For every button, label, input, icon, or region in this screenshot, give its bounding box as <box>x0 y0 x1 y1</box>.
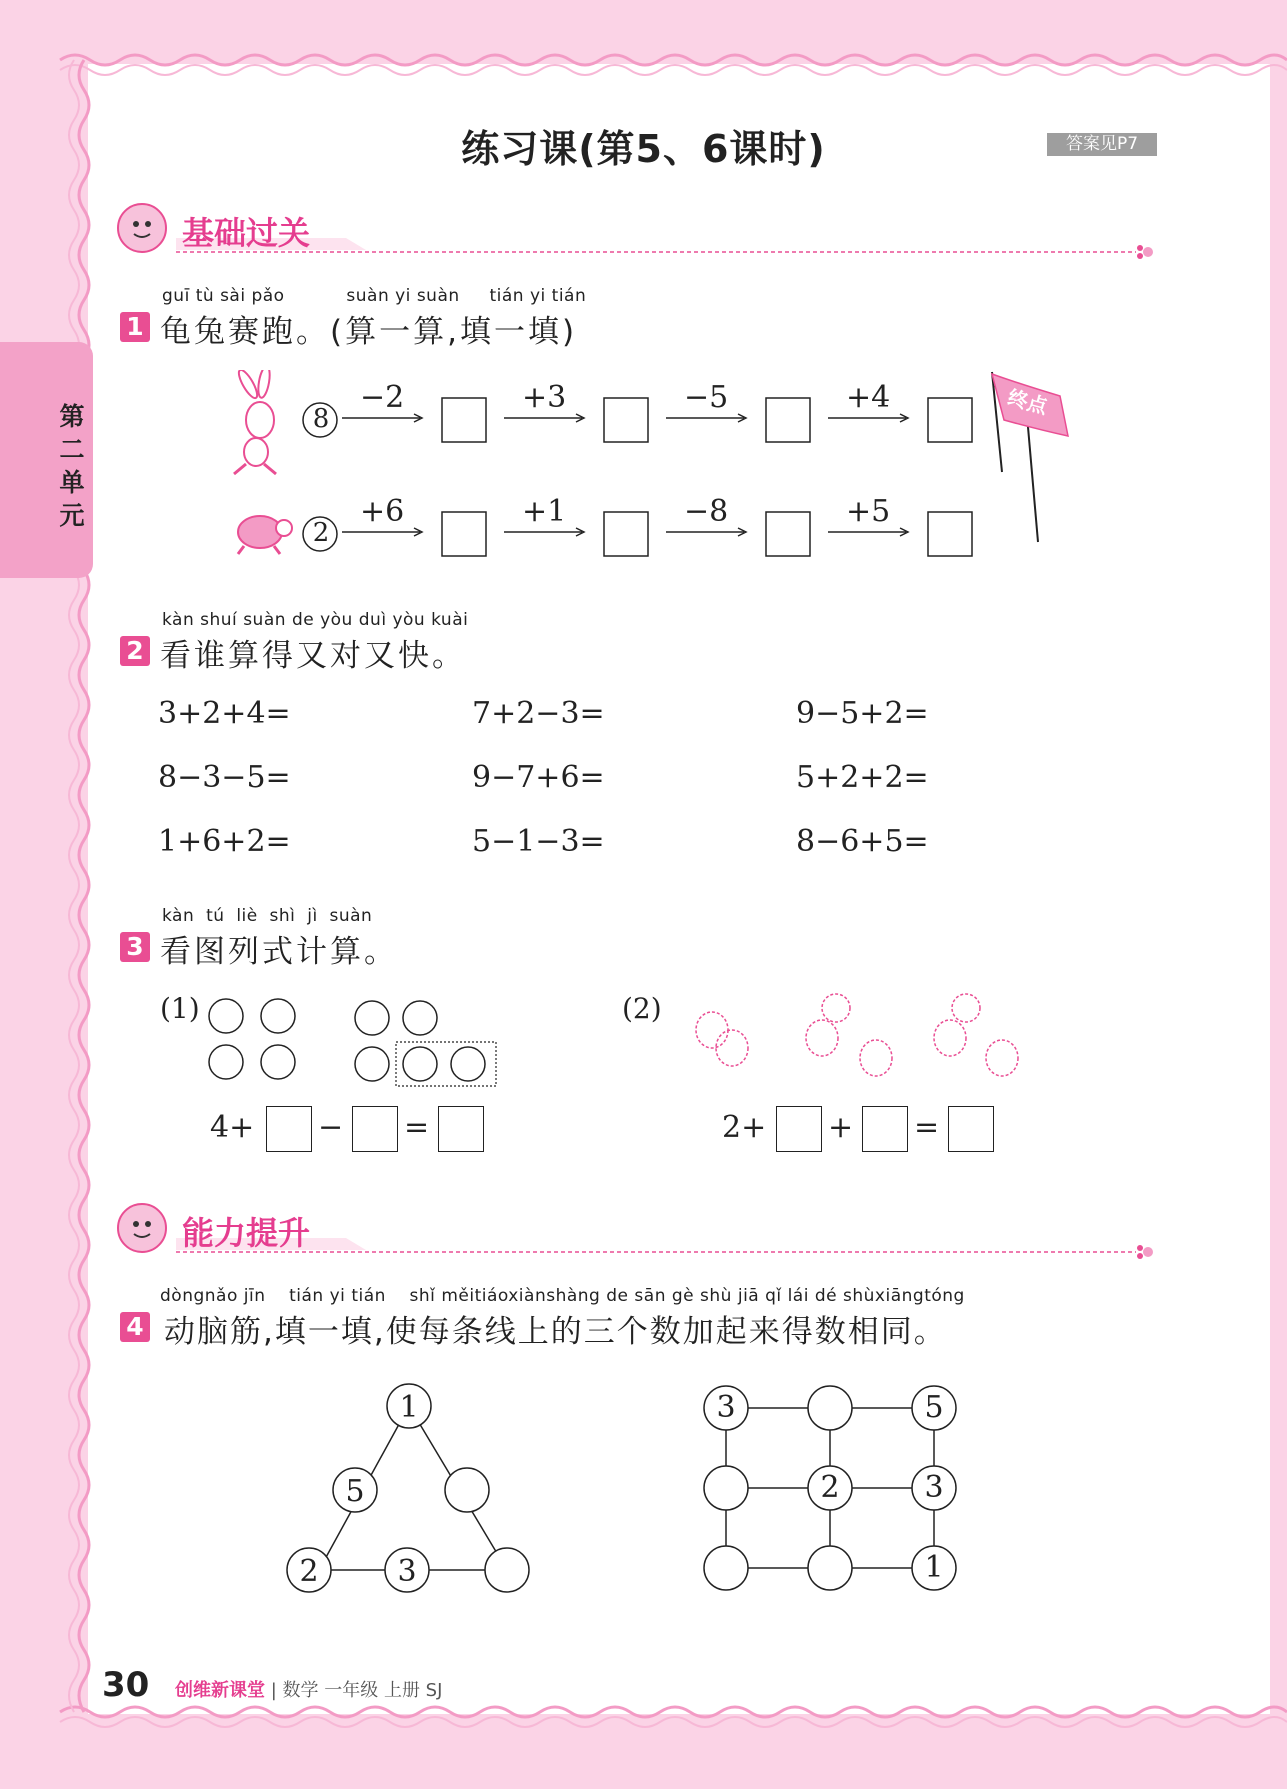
answer-box[interactable] <box>948 1106 994 1152</box>
q3-pinyin: kàn tú liè shì jì suàn <box>162 906 373 926</box>
q2-pinyin: kàn shuí suàn de yòu duì yòu kuài <box>162 610 469 630</box>
q3-part1-start: 4+ <box>210 1110 255 1145</box>
triangle-node: 2 <box>299 1554 319 1589</box>
q3-text: 看图列式计算。 <box>160 934 398 970</box>
grid-node: 5 <box>924 1390 944 1425</box>
rabbit-op-4: +4 <box>846 380 891 415</box>
rabbit-icon <box>234 370 276 474</box>
q4-pinyin: dòngnǎo jīn tián yi tián shǐ měitiáoxiànshàng de sān gè shù jiā qǐ lái dé shùxiāngtóng <box>160 1286 965 1306</box>
triangle-node: 3 <box>397 1554 417 1589</box>
answer-box[interactable] <box>438 1106 484 1152</box>
chick-icon <box>806 994 892 1076</box>
answer-box[interactable] <box>862 1106 908 1152</box>
triangle-node: 5 <box>345 1474 365 1509</box>
q2-expr: 9−7+6= <box>472 760 605 795</box>
answer-box <box>928 398 972 442</box>
grid-node: 2 <box>820 1470 840 1505</box>
turtle-op-2: +1 <box>522 494 567 529</box>
answer-reference-badge: 答案见P7 <box>1047 133 1157 156</box>
q1-pinyin: guī tù sài pǎo suàn yi suàn tián yi tián <box>162 286 587 306</box>
q1-number: 1 <box>120 312 150 342</box>
answer-box <box>604 512 648 556</box>
q4-number: 4 <box>120 1312 150 1342</box>
turtle-op-4: +5 <box>846 494 891 529</box>
answer-box[interactable] <box>352 1106 398 1152</box>
answer-box <box>928 512 972 556</box>
q2-expr: 3+2+4= <box>158 696 291 731</box>
q3-part2-label: (2) <box>622 992 662 1025</box>
q2-text: 看谁算得又对又快。 <box>160 638 466 674</box>
rabbit-op-2: +3 <box>522 380 567 415</box>
answer-box <box>766 398 810 442</box>
answer-box <box>766 512 810 556</box>
rabbit-op-1: −2 <box>360 380 405 415</box>
rabbit-start-value: 8 <box>312 404 330 434</box>
section-title-basics: 基础过关 <box>182 214 311 252</box>
q2-expr: 9−5+2= <box>796 696 929 731</box>
answer-box <box>442 512 486 556</box>
q2-expr: 1+6+2= <box>158 824 291 859</box>
boy-mascot-icon <box>118 1204 166 1252</box>
turtle-start-value: 2 <box>312 518 330 548</box>
q3-part2-chicks <box>680 990 1040 1090</box>
grid-node: 1 <box>924 1550 944 1585</box>
q3-part2-start: 2+ <box>722 1110 767 1145</box>
page-number: 30 <box>102 1665 150 1705</box>
chick-icon <box>696 1012 748 1066</box>
chick-icon <box>934 994 1018 1076</box>
q3-number: 3 <box>120 932 150 962</box>
turtle-op-1: +6 <box>360 494 405 529</box>
q2-expr: 8−3−5= <box>158 760 291 795</box>
footer-brand: 创维新课堂 <box>175 1680 265 1701</box>
grid-node: 3 <box>716 1390 736 1425</box>
turtle-icon <box>238 516 292 554</box>
answer-box <box>604 398 648 442</box>
q3-part1-op1: − <box>318 1110 344 1145</box>
section-title-advanced: 能力提升 <box>182 1214 311 1252</box>
footer-subject: | 数学 一年级 上册 SJ <box>270 1680 443 1701</box>
turtle-op-3: −8 <box>684 494 729 529</box>
q2-expr: 5−1−3= <box>472 824 605 859</box>
answer-box[interactable] <box>776 1106 822 1152</box>
q3-part1-label: (1) <box>160 992 200 1025</box>
answer-box[interactable] <box>266 1106 312 1152</box>
race-diagram <box>220 370 1100 570</box>
q3-part1-op2: = <box>404 1110 430 1145</box>
finish-flag-label: 终点 <box>1005 385 1051 419</box>
footer-text <box>175 1676 442 1702</box>
q1-text: 龟兔赛跑。(算一算,填一填) <box>160 314 578 350</box>
q2-number: 2 <box>120 636 150 666</box>
triangle-node: 1 <box>399 1390 419 1425</box>
q4-text: 动脑筋,填一填,使每条线上的三个数加起来得数相同。 <box>164 1314 947 1350</box>
q2-expr: 5+2+2= <box>796 760 929 795</box>
q2-expr: 8−6+5= <box>796 824 929 859</box>
q2-expr: 7+2−3= <box>472 696 605 731</box>
q3-part2-op1: + <box>828 1110 854 1145</box>
q3-part1-circles <box>200 990 510 1090</box>
answer-box <box>442 398 486 442</box>
unit-tab-label: 第二单元 <box>59 402 85 530</box>
girl-mascot-icon <box>118 204 166 252</box>
q3-part2-op2: = <box>914 1110 940 1145</box>
rabbit-op-3: −5 <box>684 380 729 415</box>
grid-node: 3 <box>924 1470 944 1505</box>
page-title: 练习课(第5、6课时) <box>461 127 826 171</box>
